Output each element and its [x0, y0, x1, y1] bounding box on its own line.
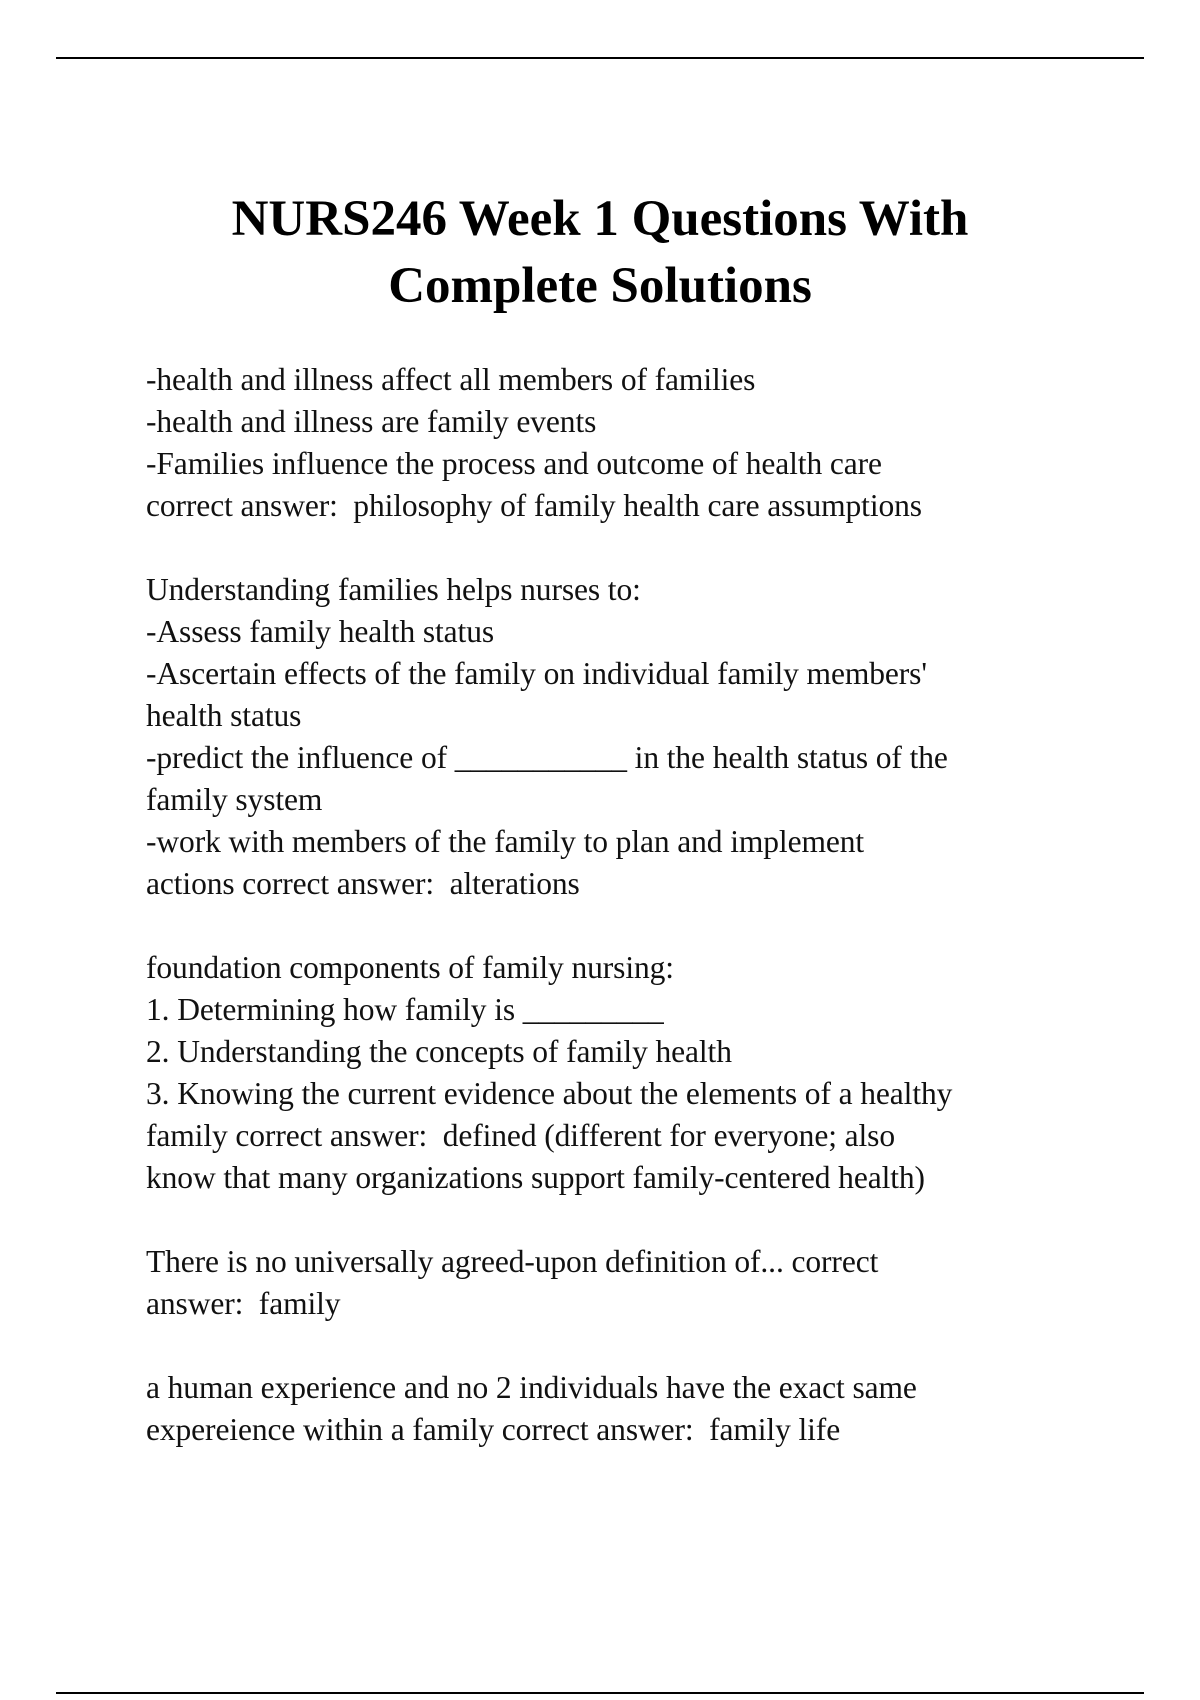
qa-block — [146, 1367, 1106, 1451]
qa-block — [146, 947, 1106, 1199]
text-line: know that many organizations support family-centered health) — [146, 1160, 925, 1195]
text-line: health status — [146, 698, 302, 733]
page-title — [100, 186, 1100, 320]
text-line: -predict the influence of ___________ in the health status of the — [146, 740, 948, 775]
text-line: -health and illness affect all members of families — [146, 362, 756, 397]
text-line: foundation components of family nursing: — [146, 950, 674, 985]
text-line: 2. Understanding the concepts of family health — [146, 1034, 732, 1069]
text-line: -Families influence the process and outcome of health care — [146, 446, 882, 481]
bottom-rule — [56, 1692, 1144, 1694]
text-line: expereience within a family correct answer: family life — [146, 1412, 841, 1447]
text-line: Understanding families helps nurses to: — [146, 572, 641, 607]
title-line: NURS246 Week 1 Questions With — [231, 191, 969, 247]
text-line: -Assess family health status — [146, 614, 495, 649]
text-line: family system — [146, 782, 323, 817]
text-line: answer: family — [146, 1286, 341, 1321]
top-rule — [56, 57, 1144, 59]
text-line: -health and illness are family events — [146, 404, 597, 439]
text-line: correct answer: philosophy of family health care assumptions — [146, 488, 922, 523]
text-line: a human experience and no 2 individuals have the exact same — [146, 1370, 917, 1405]
qa-block — [146, 359, 1106, 527]
document-body — [146, 359, 1106, 1493]
text-line: family correct answer: defined (different for everyone; also — [146, 1118, 895, 1153]
text-line: -Ascertain effects of the family on individual family members' — [146, 656, 927, 691]
text-line: -work with members of the family to plan and implement — [146, 824, 865, 859]
title-line: Complete Solutions — [388, 258, 812, 314]
text-line: 1. Determining how family is _________ — [146, 992, 664, 1027]
text-line: There is no universally agreed-upon definition of... correct — [146, 1244, 879, 1279]
qa-block — [146, 1241, 1106, 1325]
qa-block — [146, 569, 1106, 905]
text-line: actions correct answer: alterations — [146, 866, 580, 901]
text-line: 3. Knowing the current evidence about the elements of a healthy — [146, 1076, 953, 1111]
